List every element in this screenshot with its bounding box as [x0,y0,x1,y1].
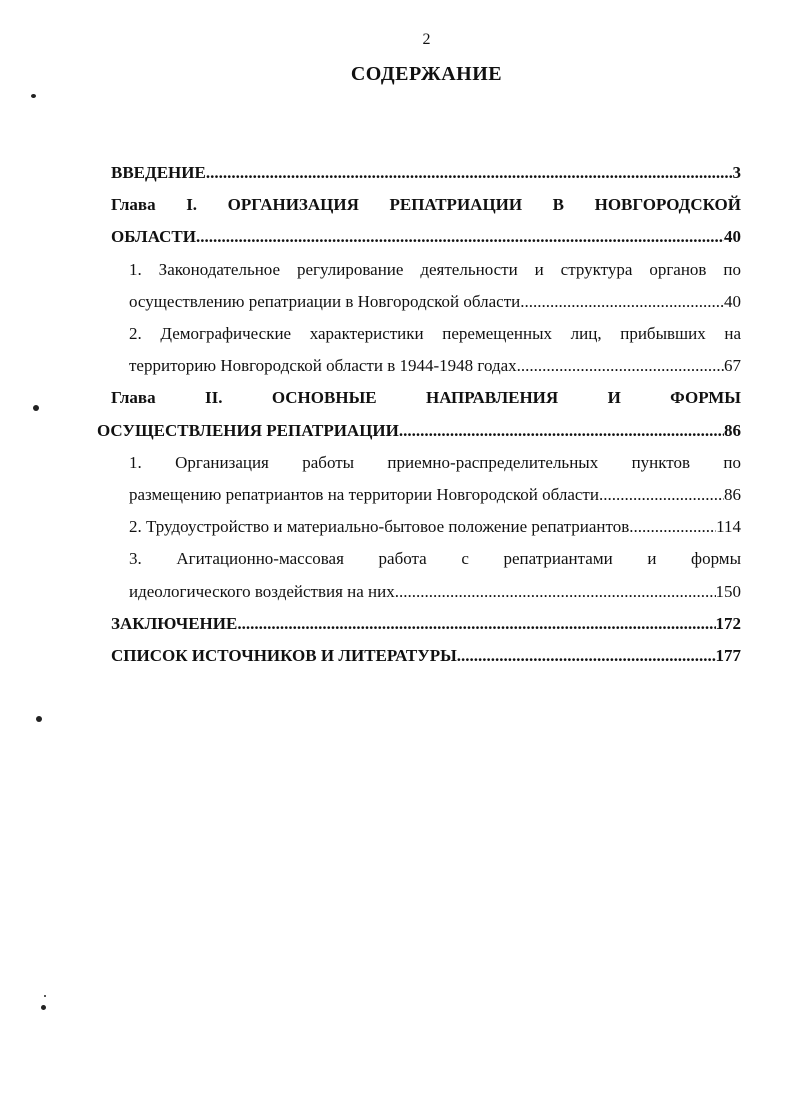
toc-entry-conclusion-page: 172 [715,613,741,633]
toc-entry-section-1-1-line-2: осуществлению репатриации в Новгородской области. [129,291,525,311]
toc-entry-chapter-2-page: 86 [724,420,741,440]
dot-leader [206,157,733,189]
toc-entry-section-2-2[interactable] [111,511,741,543]
toc-entry-section-1-2-page: 67 [724,356,741,376]
toc-entry-section-2-2-line-1: 2. Трудоустройство и материально-бытовое положение репатриантов [129,517,630,537]
toc-entry-section-2-1[interactable] [111,447,741,511]
dot-leader [399,576,716,608]
toc-entry-sources-label: СПИСОК ИСТОЧНИКОВ И ЛИТЕРАТУРЫ [111,646,457,666]
toc-entry-section-1-1[interactable] [111,254,741,318]
table-of-contents [97,157,741,672]
dot-leader [524,286,724,318]
dot-leader [629,511,716,543]
dot-leader [457,640,716,672]
toc-entry-section-2-1-line-2: размещению репатриантов на территории Новгородской области. [129,485,604,505]
page-number: 2 [422,31,431,48]
toc-entry-section-2-3[interactable] [111,543,741,607]
toc-entry-section-2-3-page: 150 [715,581,741,601]
toc-entry-section-2-3-line-2: идеологического воздействия на них. [129,581,399,601]
toc-entry-sources[interactable] [111,640,741,672]
toc-entry-section-1-1-line-1: 1. Законодательное регулирование деятельности и структура органов по [129,259,741,279]
toc-entry-section-1-2-line-1: 2. Демографические характеристики перемещенных лиц, прибывших на [129,324,741,344]
toc-entry-section-2-2-page: 114 [716,517,741,537]
dot-leader [399,415,724,447]
toc-entry-chapter-1-line-1: Глава I. ОРГАНИЗАЦИЯ РЕПАТРИАЦИИ В НОВГОРОДСКОЙ [111,195,741,215]
speck [36,716,42,722]
dot-leader [242,608,716,640]
speck [41,1005,46,1010]
toc-entry-chapter-2[interactable] [97,382,741,446]
dot-leader [200,221,724,253]
speck [31,94,36,98]
toc-entry-section-1-1-page: 40 [724,291,741,311]
toc-entry-intro-label: ВВЕДЕНИЕ [111,163,206,182]
speck [44,995,46,997]
toc-entry-conclusion-label: ЗАКЛЮЧЕНИЕ. [111,613,242,633]
dot-leader [603,479,724,511]
toc-entry-conclusion[interactable] [111,608,741,640]
toc-entry-section-2-1-line-1: 1. Организация работы приемно-распределительных пунктов по [129,452,741,472]
toc-entry-intro[interactable] [111,157,741,189]
toc-entry-section-1-2[interactable] [111,318,741,382]
toc-entry-chapter-1-page: 40 [724,227,741,247]
dot-leader [517,350,724,382]
speck [33,405,39,411]
toc-entry-section-1-2-line-2: территорию Новгородской области в 1944-1948 годах [129,356,517,376]
toc-entry-intro-page: 3 [732,163,741,182]
page-title: СОДЕРЖАНИЕ [350,63,503,85]
toc-entry-chapter-2-line-2: ОСУЩЕСТВЛЕНИЯ РЕПАТРИАЦИИ [97,420,399,440]
toc-entry-chapter-1-line-2: ОБЛАСТИ. [111,227,201,247]
toc-entry-section-2-1-page: 86 [724,485,741,505]
toc-entry-chapter-1[interactable] [111,189,741,253]
toc-entry-section-2-3-line-1: 3. Агитационно-массовая работа с репатриантами и формы [129,549,741,569]
toc-entry-chapter-2-line-1: Глава II. ОСНОВНЫЕ НАПРАВЛЕНИЯ И ФОРМЫ [111,388,741,408]
toc-entry-sources-page: 177 [715,646,741,666]
